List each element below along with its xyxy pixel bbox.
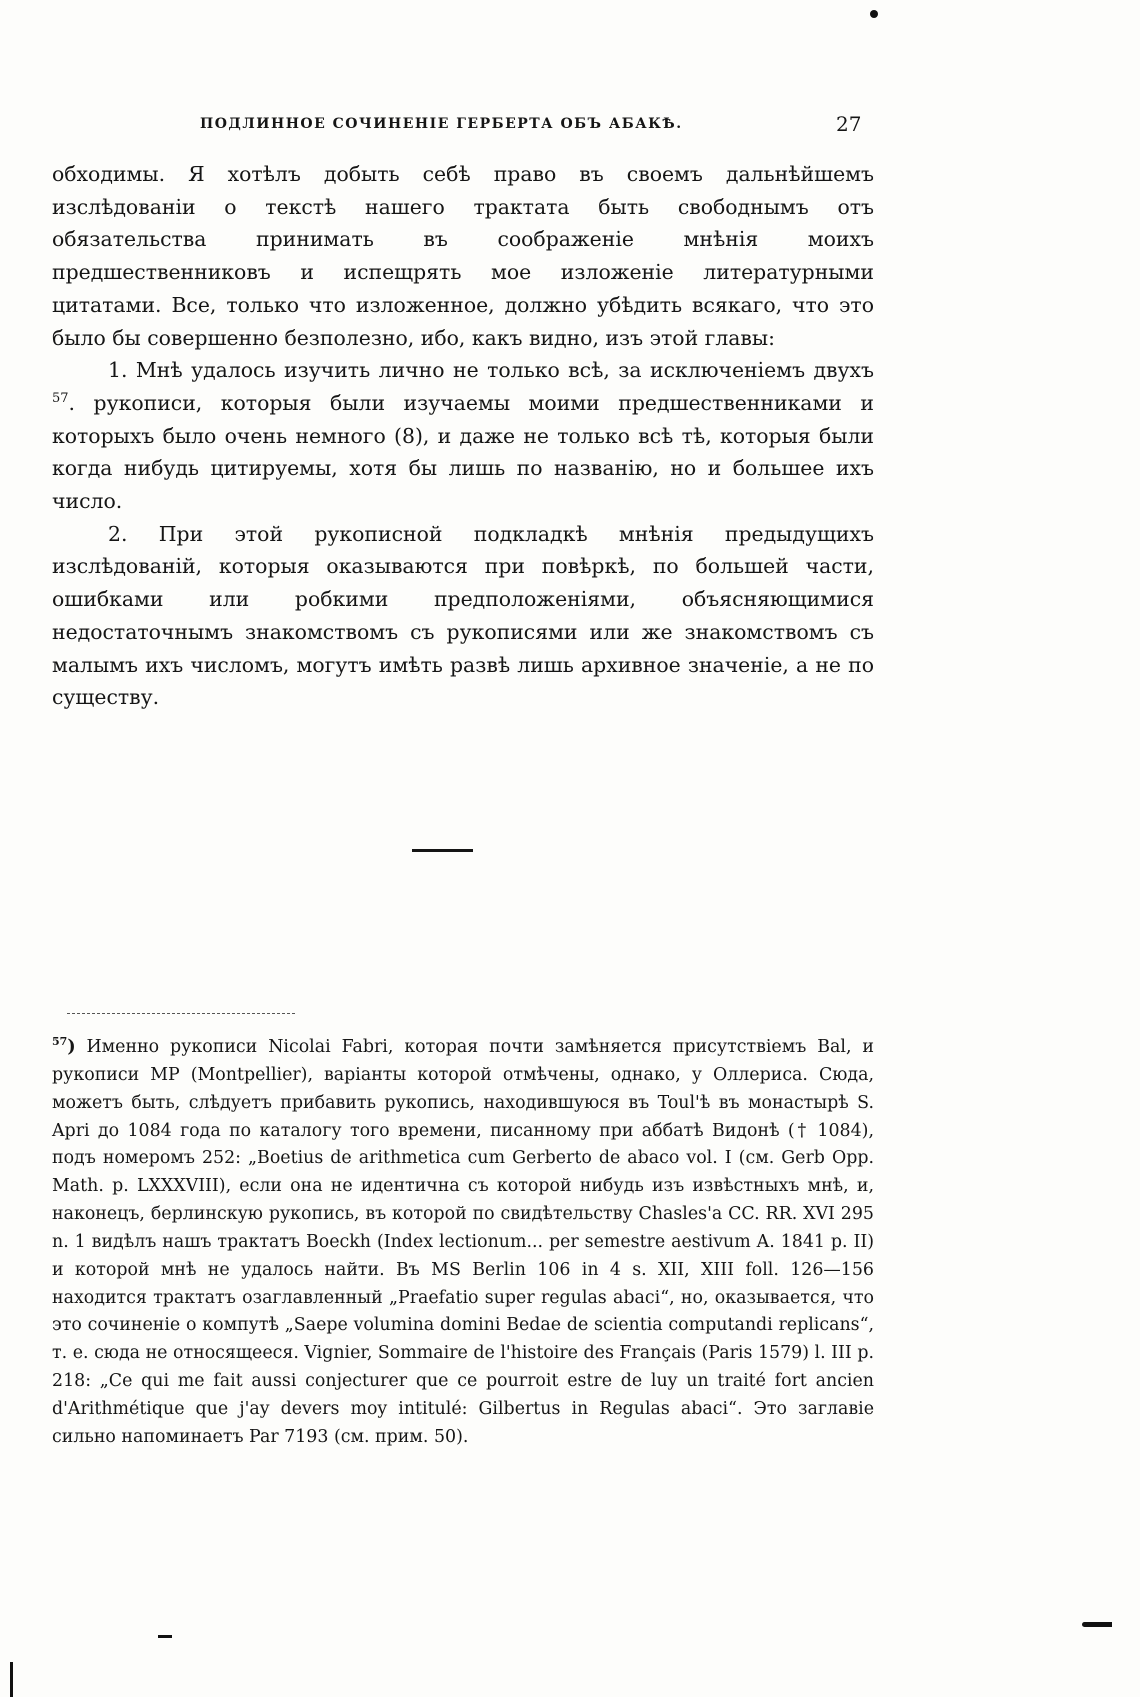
footnote-separator bbox=[67, 1013, 295, 1014]
paragraph-1: обходимы. Я хотѣлъ добыть себѣ право въ своемъ дальнѣйшемъ изслѣдованіи о текстѣ нашего трактата быть свободнымъ отъ обязательства принимать въ соображеніе мнѣнія моихъ предшественниковъ и испещрять мое изложеніе литературными цитатами. Все, только что изложенное, должно убѣдить всякаго, что это было бы совершенно безполезно, ибо, какъ видно, изъ этой главы: bbox=[52, 162, 874, 350]
paragraph-2-start: 1. Мнѣ удалось изучить лично не только всѣ, за исключеніемъ двухъ bbox=[108, 358, 874, 383]
footnote-number: 57 bbox=[52, 1035, 68, 1049]
page-number: 27 bbox=[836, 112, 862, 136]
ink-mark bbox=[158, 1635, 172, 1638]
footnote bbox=[52, 1034, 874, 1452]
paragraph-3: 2. При этой рукописной подкладкѣ мнѣнія предыдущихъ изслѣдованій, которыя оказываются при повѣркѣ, по большей части, ошибками или робкими предположеніями, объясняющимися недостаточнымъ знакомствомъ съ рукописями или же знакомствомъ съ малымъ ихъ числомъ, могутъ имѣть развѣ лишь архивное значеніе, а не по существу. bbox=[52, 521, 874, 710]
ink-mark bbox=[1082, 1622, 1112, 1627]
body-text bbox=[52, 158, 874, 714]
ink-speck bbox=[870, 10, 878, 18]
footnote-marker: $^{57}$) bbox=[52, 1035, 76, 1057]
footnote-text: Именно рукописи Nicolai Fabri, которая почти замѣняется присутствіемъ Bal, и рукописи MP (Montpellier), варіанты которой отмѣчены, однако, у Оллериса. Сюда, можетъ быть, слѣдуетъ прибавить рукопись, находившуюся въ Toul'ѣ въ монастырѣ S. Apri до 1084 года по каталогу того времени, писанному при аббатѣ Видонѣ († 1084), подъ номеромъ 252: „Boetius de arithmetica cum Gerberto de abaco vol. I (см. Gerb Opp. Math. p. LXXXVIII), если она не идентична съ которой нибудь изъ извѣстныхъ мнѣ, и, наконецъ, берлинскую рукопись, въ которой по свидѣтельству Chasles'а CC. RR. XVI 295 n. 1 видѣлъ нашъ трактатъ Boeckh (Index lectionum... per semestre aestivum A. 1841 p. II) и которой мнѣ не удалось найти. Въ MS Berlin 106 in 4 s. XII, XIII foll. 126—156 находится трактатъ озаглавленный „Praefatio super regulas abaci“, но, оказывается, что это сочиненіе о компутѣ „Saepe volumina domini Bedae de scientia computandi replicans“, т. е. сюда не относящееся. Vignier, Sommaire de l'histoire des Français (Paris 1579) l. III p. 218: „Ce qui me fait aussi conjecturer que ce pourroit estre de luy un traité fort ancien d'Arithmétique que j'ay devers moy intitulé: Gilbertus in Regulas abaci“. Это заглавіе сильно напоминаетъ Par 7193 (см. прим. 50). bbox=[52, 1037, 875, 1447]
paragraph-2-end: . рукописи, которыя были изучаемы моими предшественниками и которыхъ было очень немного (8), и даже не только всѣ тѣ, которыя были когда нибудь цитируемы, хотя бы лишь по названію, но и большее ихъ число. bbox=[52, 390, 874, 514]
running-title: ПОДЛИННОЕ СОЧИНЕНІЕ ГЕРБЕРТА ОБЪ АБАКѢ. bbox=[200, 116, 683, 132]
footnote-reference: 57 bbox=[52, 391, 69, 407]
paragraph-2 bbox=[52, 354, 874, 518]
section-end-rule bbox=[412, 849, 473, 852]
page-edge-mark bbox=[10, 1662, 13, 1697]
